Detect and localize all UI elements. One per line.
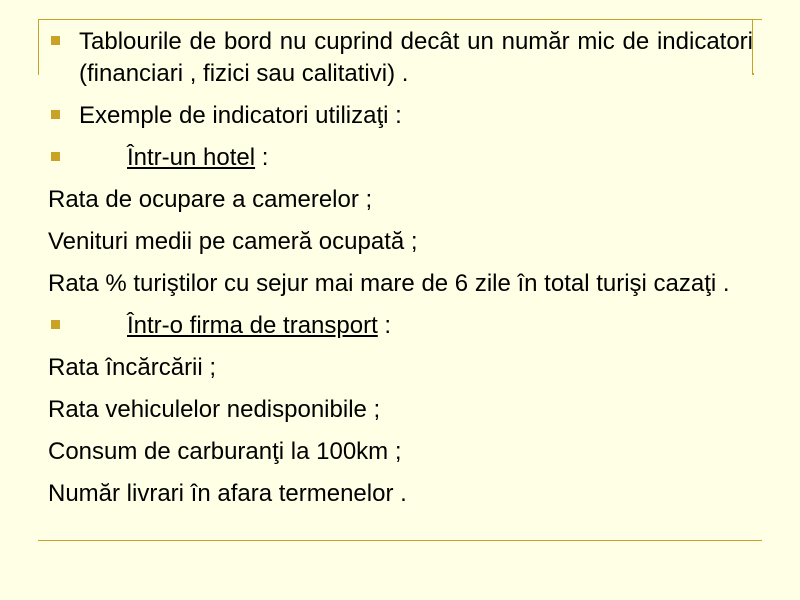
indicator-line	[48, 394, 753, 426]
bottom-rule	[38, 540, 762, 541]
bullet-item	[48, 100, 753, 132]
indicator-text: Rata vehiculelor nedisponibile ;	[48, 396, 381, 423]
indicator-line	[48, 436, 753, 468]
left-rule	[38, 19, 39, 75]
section-heading-hotel: Într-un hotel	[127, 144, 256, 171]
indicator-text: Rata încărcării ;	[48, 354, 217, 381]
square-bullet-icon	[51, 36, 60, 45]
heading-suffix: :	[255, 144, 269, 171]
indicator-line	[48, 268, 753, 300]
indicator-line	[48, 184, 753, 216]
heading-suffix: :	[377, 312, 392, 339]
bullet-item	[48, 26, 753, 90]
indicator-text: Consum de carburanţi la 100km ;	[48, 438, 402, 465]
square-bullet-icon	[51, 320, 60, 329]
indicator-text: Rata % turiştilor cu sejur mai mare de 6 zile în total turişi cazaţi .	[48, 270, 730, 297]
section-heading-transport: Într-o firma de transport	[127, 312, 378, 339]
bullet-text: Exemple de indicatori utilizaţi :	[79, 102, 402, 129]
top-rule	[38, 19, 762, 20]
indicator-text: Număr livrari în afara termenelor .	[48, 480, 407, 507]
indicator-line	[48, 352, 753, 384]
slide-body	[48, 26, 753, 520]
indicator-text: Rata de ocupare a camerelor ;	[48, 186, 373, 213]
indicator-line	[48, 478, 753, 510]
section-heading-item	[48, 142, 753, 174]
square-bullet-icon	[51, 110, 60, 119]
indicator-text: Venituri medii pe cameră ocupată ;	[48, 228, 418, 255]
square-bullet-icon	[51, 152, 60, 161]
section-heading-item	[48, 310, 753, 342]
bullet-text: Tablourile de bord nu cuprind decât un număr mic de indicatori (financiari , fizici sau calitativi) .	[79, 28, 753, 87]
indicator-line	[48, 226, 753, 258]
